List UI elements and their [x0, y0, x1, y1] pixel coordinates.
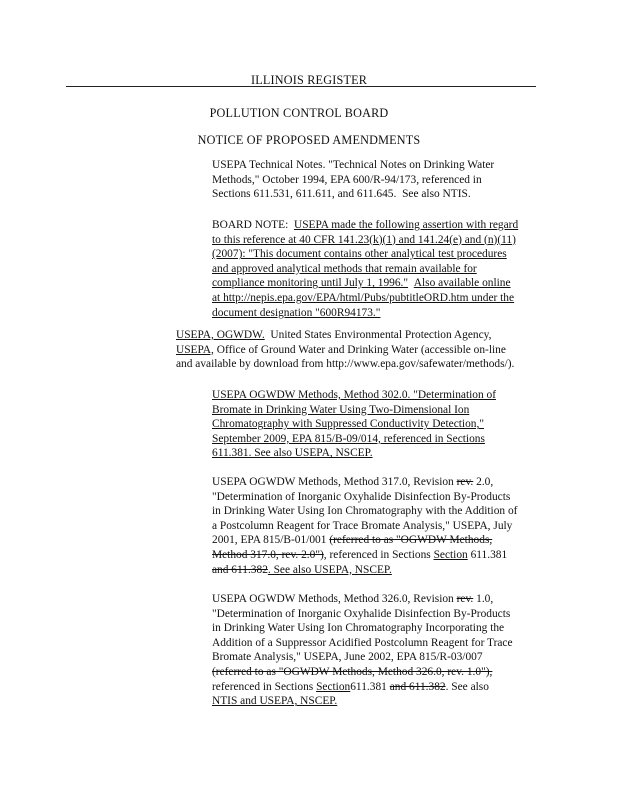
text-line [212, 548, 517, 563]
entry-method-317 [212, 475, 517, 577]
notice-title: NOTICE OF PROPOSED AMENDMENTS [197, 133, 421, 147]
board-title: POLLUTION CONTROL BOARD [209, 106, 389, 120]
text-segment: United States Environmental Protection Agency, [270, 329, 492, 341]
text-segment: See also NTIS. [402, 188, 471, 201]
text-line [212, 680, 513, 695]
inserted-line: document designation "600R94173." [212, 306, 381, 319]
inserted-text: Section [433, 548, 468, 561]
deleted-text: 611.381 [350, 680, 387, 693]
inserted-line: and approved analytical methods that remain available for [212, 262, 477, 275]
text-segment: 2001, EPA 815/B-01/001 [212, 534, 327, 547]
inserted-line: Chromatography with Suppressed Conductivity Detection," [212, 418, 484, 431]
text-segment: 611.381 [470, 548, 508, 561]
text-segment: 2.0, [476, 476, 494, 488]
deleted-line: (referred to as "OGWDW Methods, Method 326.0, rev. 1.0"), [212, 665, 493, 678]
inserted-line: NTIS and USEPA, NSCEP. [212, 695, 338, 708]
inserted-text: USEPA made the following assertion with regard [293, 219, 519, 231]
deleted-text: and 611.382 [389, 680, 446, 693]
text-segment: referenced in Sections [212, 680, 314, 693]
inserted-line: Bromate in Drinking Water Using Two-Dimensional Ion [212, 403, 470, 416]
board-note [212, 218, 518, 320]
text-line: Bromate Analysis," USEPA, June 2002, EPA 815/R-03/007 [212, 651, 483, 664]
text-segment: Office of Ground Water and Drinking Water (accessible on-line [216, 343, 506, 356]
text-line [212, 187, 494, 202]
text-line: in Drinking Water Using Ion Chromatography Incorporating the [212, 622, 505, 635]
inserted-line: September 2009, EPA 815/B-09/014, referenced in Sections [212, 432, 485, 445]
inserted-line: USEPA OGWDW Methods, Method 302.0. "Determination of [212, 389, 497, 401]
deleted-text: rev. [456, 593, 474, 605]
text-line [176, 343, 514, 358]
text-line: in Drinking Water Using Ion Chromatography with the Addition of [212, 505, 518, 518]
inserted-text: compliance monitoring until July 1, 1996." [212, 277, 409, 290]
text-segment: Sections 611.531, 611.611, and 611.645. [212, 188, 397, 201]
text-segment: USEPA OGWDW Methods, Method 326.0, Revision [212, 593, 454, 605]
entry-technical-notes [212, 158, 494, 202]
entry-ogwdw [176, 328, 514, 372]
inserted-text: Section [316, 680, 351, 693]
text-segment: 1.0, [476, 593, 494, 605]
text-segment: . See also [445, 680, 489, 693]
text-line: "Determination of Inorganic Oxyhalide Disinfection By-Products [212, 607, 511, 620]
inserted-text: Also available online [413, 277, 511, 290]
text-segment: USEPA OGWDW Methods, Method 317.0, Revision [212, 476, 454, 488]
inserted-line: 611.381. See also USEPA, NSCEP. [212, 447, 373, 460]
deleted-text: (referred to as "OGWDW Methods, [329, 534, 493, 547]
text-line: USEPA Technical Notes. "Technical Notes on Drinking Water [212, 159, 495, 171]
text-line [212, 276, 518, 291]
text-line: Methods," October 1994, EPA 600/R-94/173, referenced in [212, 173, 482, 186]
text-line [212, 563, 517, 578]
text-line [176, 328, 514, 343]
inserted-line: at http://nepis.epa.gov/EPA/html/Pubs/pubtitleORD.htm under the [212, 291, 515, 304]
text-line: and available by download from http://www.epa.gov/safewater/methods/). [176, 358, 515, 371]
inserted-line: to this reference at 40 CFR 141.23(k)(1) and 141.24(e) and (n)(11) [212, 233, 516, 246]
text-segment: , referenced in Sections [323, 548, 431, 561]
entry-method-326 [212, 592, 513, 709]
deleted-text: rev. [456, 476, 474, 488]
text-line [212, 592, 513, 607]
inserted-text: . See also USEPA, NSCEP. [267, 563, 392, 576]
text-line: "Determination of Inorganic Oxyhalide Disinfection By-Products [212, 490, 511, 503]
text-segment: BOARD NOTE: [212, 219, 289, 231]
register-title: ILLINOIS REGISTER [250, 73, 368, 87]
text-line [212, 533, 517, 548]
text-line: Addition of a Suppressor Acidified Postcolumn Reagent for Trace [212, 636, 513, 649]
text-line [212, 475, 517, 490]
deleted-text: Method 317.0, rev. 2.0") [212, 548, 324, 561]
inserted-text: USEPA, OGWDW. [176, 329, 265, 341]
text-line: a Postcolumn Reagent for Trace Bromate Analysis," USEPA, July [212, 519, 513, 532]
text-line [212, 218, 518, 233]
entry-method-302 [212, 388, 496, 461]
deleted-text: and 611.382 [212, 563, 268, 576]
inserted-text: USEPA, [176, 343, 214, 356]
inserted-line: (2007): "This document contains other analytical test procedures [212, 248, 507, 261]
